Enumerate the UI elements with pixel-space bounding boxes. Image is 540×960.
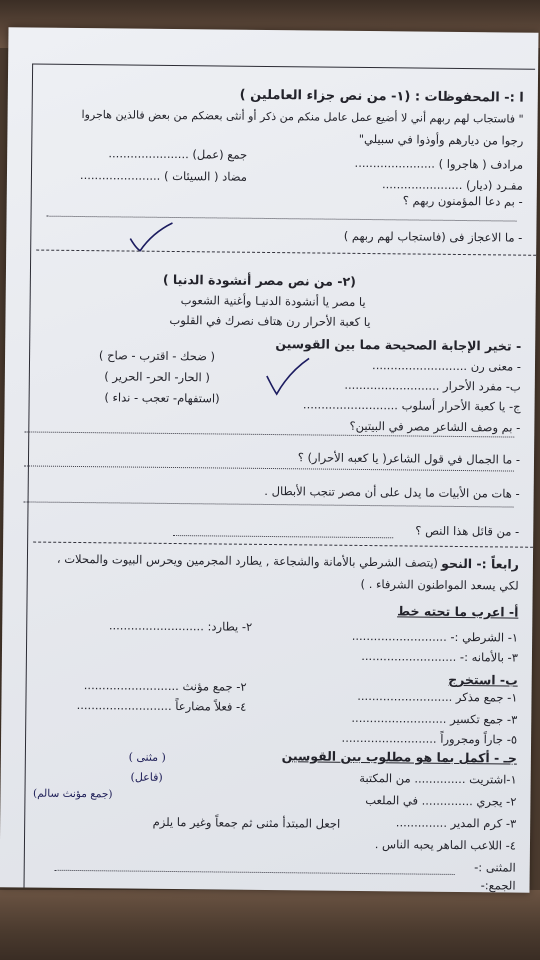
extract-item-5: ٥- جاراً ومجروراً ..........................	[341, 730, 518, 747]
parse-title: أ- اعرب ما تحته خط	[397, 603, 519, 620]
question-beauty: - ما الجمال في قول الشاعر( يا كعبه الأحرار) ؟	[297, 450, 521, 467]
check-mark-icon	[263, 354, 313, 399]
verse-line-1: " فاستجاب لهم ربهم أني لا أضيع عمل عامل منكم من ذكر أو أنثى بعضكم من بعض فالذين هاجروا	[81, 108, 524, 126]
question-author: - من قائل هذا النص ؟	[415, 523, 520, 539]
question-antonym: مضاد ( السيئات ) ......................	[79, 168, 248, 184]
question-synonym: مرادف ( هاجروا ) ......................	[354, 155, 524, 172]
grammar-passage-1: (يتصف الشرطي بالأمانة والشجاعة , يطارد المجرمين ويحرس البيوت والمحلات ،	[56, 551, 439, 570]
grammar-passage-2: لكي يسعد المواطنون الشرفاء . )	[360, 576, 519, 593]
question-describe: - بم وصف الشاعر مصر في البيتين؟	[349, 418, 521, 435]
extract-item-4: ٤- فعلاً مضارعاً ..........................	[76, 697, 247, 714]
desk-background-bottom	[0, 890, 540, 960]
extract-item-3: ٣- جمع تكسير ..........................	[351, 710, 518, 727]
option-group-3: (استفهام- تعجب - نداء )	[104, 390, 220, 406]
complete-item-1: ١-اشتريت .............. من المكتبة	[359, 770, 517, 787]
complete-instruction: اجعل المبتدأ مثنى ثم جمعاً وغير ما يلزم	[152, 814, 341, 831]
extract-item-2: ٢- جمع مؤنث ..........................	[83, 678, 247, 694]
question-plural: جمع (عمل) ......................	[108, 146, 248, 162]
section1-heading: ا :- المحفوظات : (١- من نص جزاء العاملين )	[239, 87, 524, 106]
parse-item-3: ٣- بالأمانه :- ..........................	[361, 648, 519, 665]
choose-instruction: - تخير الإجابة الصحيحة مما بين القوسين	[275, 336, 522, 354]
dual-answer-label: المثنى :-	[474, 860, 516, 875]
plural-answer-label: الجمع:-	[480, 878, 516, 893]
hint-plural: (جمع مؤنث سالم)	[32, 787, 113, 801]
complete-item-3: ٣- كرم المدير ..............	[395, 815, 517, 831]
question-miracle: - ما الاعجاز فى (فاستجاب لهم ربهم )	[343, 228, 523, 245]
question-single: ب- مفرد الأحرار ..........................	[344, 377, 521, 394]
complete-item-2: ٢- يجري .............. في الملعب	[365, 793, 517, 809]
exam-paper	[0, 27, 538, 893]
poem-line-1: يا مصر يا أنشودة الدنيـا وأغنية الشعوب	[180, 293, 366, 310]
verse-line-2: رجوا من ديارهم وأوذوا في سبيلي"	[358, 131, 524, 148]
hint-subject: (فاعل)	[130, 770, 163, 784]
extract-title: ب- استخرج	[448, 671, 518, 688]
question-pray: - بم دعا المؤمنون ربهم ؟	[402, 193, 523, 209]
parse-item-1: ١- الشرطي :- ..........................	[351, 628, 519, 645]
complete-item-4: ٤- اللاعب الماهر يحبه الناس .	[374, 837, 517, 853]
section3-heading: رابعاً :- النحو	[441, 555, 520, 572]
parse-item-2: ٢- يطارد: ..........................	[108, 618, 253, 634]
option-group-1: ( ضحك - اقترب - صاح )	[98, 348, 216, 364]
check-mark-icon	[126, 218, 176, 255]
extract-item-1: ١- جمع مذكر ..........................	[357, 688, 518, 705]
section2-heading: (٢- من نص مصر أنشودة الدنيا )	[162, 271, 356, 289]
hint-dual: ( مثنى )	[128, 750, 166, 764]
question-singular: مفـرد (ديار) ......................	[381, 177, 523, 193]
complete-title: جـ - أكمل بما هو مطلوب بين القوسين	[281, 748, 517, 766]
option-group-2: ( الحار- الحر- الحرير )	[104, 369, 210, 385]
question-style: ج- يا كعبة الأحرار أسلوب ..........................	[302, 397, 521, 414]
question-heroes: - هات من الأبيات ما يدل على أن مصر تنجب الأبطال .	[264, 483, 520, 501]
question-meaning: - معنى رن ..........................	[372, 358, 522, 374]
poem-line-2: يا كعبة الأحرار رن هتاف نصرك في القلوب	[169, 312, 371, 330]
